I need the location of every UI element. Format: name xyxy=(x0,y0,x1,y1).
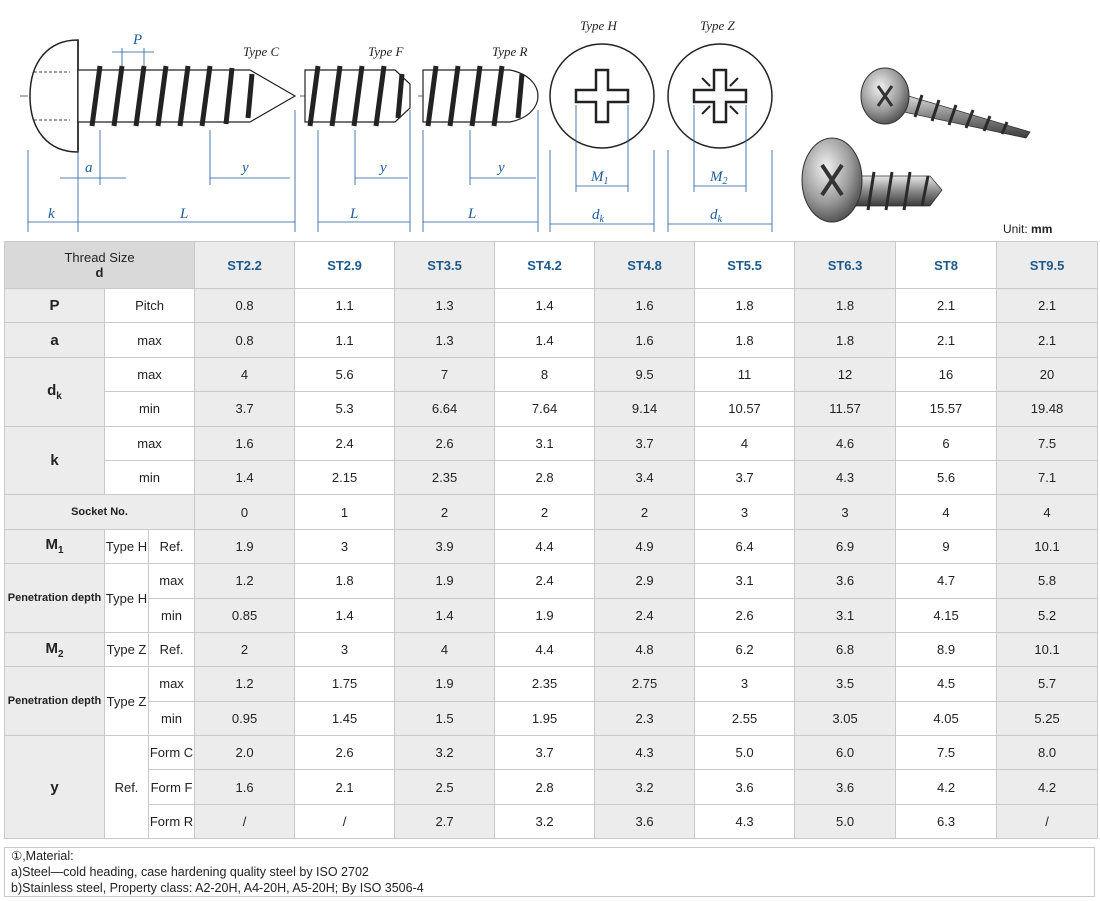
value-cell: 2.7 xyxy=(395,804,495,838)
value-cell: 1.4 xyxy=(495,323,595,357)
value-cell: 9.5 xyxy=(595,357,695,391)
value-cell: 6 xyxy=(896,426,997,460)
value-cell: 3.2 xyxy=(395,736,495,770)
value-cell: 2.1 xyxy=(997,323,1098,357)
value-cell: 1.5 xyxy=(395,701,495,735)
value-cell: 2.35 xyxy=(495,667,595,701)
value-cell: 1.9 xyxy=(195,529,295,563)
row-sublabel: max xyxy=(149,564,195,598)
value-cell: 5.7 xyxy=(997,667,1098,701)
value-cell: 4.2 xyxy=(997,770,1098,804)
label-dk-h: $d_k$ xyxy=(592,207,604,225)
label-type-f: Type F xyxy=(368,44,404,59)
value-cell: 1.6 xyxy=(595,323,695,357)
size-header: ST6.3 xyxy=(795,242,896,289)
value-cell: 0.95 xyxy=(195,701,295,735)
value-cell: 3.6 xyxy=(595,804,695,838)
row-k-max xyxy=(5,426,1098,460)
value-cell: 0.8 xyxy=(195,289,295,323)
value-cell: 1.3 xyxy=(395,289,495,323)
value-cell: 2.8 xyxy=(495,770,595,804)
value-cell: 3.05 xyxy=(795,701,896,735)
label-dk-z: $d_k$ xyxy=(710,207,722,225)
row-sublabel: min xyxy=(149,598,195,632)
value-cell: 1.1 xyxy=(295,289,395,323)
value-cell: 4.7 xyxy=(896,564,997,598)
label-type-h: Type H xyxy=(580,18,617,33)
value-cell: 4.3 xyxy=(595,736,695,770)
value-cell: 2.4 xyxy=(595,598,695,632)
value-cell: 3 xyxy=(295,529,395,563)
row-sublabel: Type H xyxy=(105,529,149,563)
value-cell: 3.6 xyxy=(695,770,795,804)
value-cell: 5.0 xyxy=(795,804,896,838)
label-y-f: y xyxy=(380,160,387,176)
value-cell: 2.5 xyxy=(395,770,495,804)
row-sublabel: Pitch xyxy=(105,289,195,323)
value-cell: 2.15 xyxy=(295,460,395,494)
value-cell: 5.0 xyxy=(695,736,795,770)
value-cell: 8.0 xyxy=(997,736,1098,770)
value-cell: 2.8 xyxy=(495,460,595,494)
value-cell: 1.6 xyxy=(195,426,295,460)
row-pitch xyxy=(5,289,1098,323)
row-sublabel: min xyxy=(105,392,195,426)
row-label-dk: $d_k$ xyxy=(5,357,105,426)
value-cell: 4 xyxy=(395,632,495,666)
notes-line: ①,Material: xyxy=(11,849,74,863)
value-cell: 1.4 xyxy=(295,598,395,632)
value-cell: 6.8 xyxy=(795,632,896,666)
notes-line: a)Steel—cold heading, case hardening quality steel by ISO 2702 xyxy=(11,865,369,879)
row-label: Penetration depth xyxy=(5,564,105,633)
size-header: ST3.5 xyxy=(395,242,495,289)
row-dk-min xyxy=(5,392,1098,426)
label-type-z: Type Z xyxy=(700,18,735,33)
value-cell: 1.4 xyxy=(395,598,495,632)
thread-size-header: Thread Size d xyxy=(5,242,195,289)
row-y-r xyxy=(5,804,1098,838)
row-sublabel: max xyxy=(149,667,195,701)
value-cell: 7.64 xyxy=(495,392,595,426)
value-cell: 1.6 xyxy=(195,770,295,804)
value-cell: 2.9 xyxy=(595,564,695,598)
value-cell: 3.7 xyxy=(195,392,295,426)
value-cell: 1 xyxy=(295,495,395,529)
value-cell: 2.4 xyxy=(295,426,395,460)
value-cell: 4.8 xyxy=(595,632,695,666)
value-cell: 3.4 xyxy=(595,460,695,494)
size-header: ST4.8 xyxy=(595,242,695,289)
value-cell: 12 xyxy=(795,357,896,391)
value-cell: 2 xyxy=(395,495,495,529)
value-cell: 1.95 xyxy=(495,701,595,735)
value-cell: 8.9 xyxy=(896,632,997,666)
value-cell: 4.3 xyxy=(695,804,795,838)
label-k: k xyxy=(48,206,55,222)
label-y-c: y xyxy=(242,160,249,176)
value-cell: 6.4 xyxy=(695,529,795,563)
label-m2: $M_2$ xyxy=(710,169,728,187)
value-cell: 5.25 xyxy=(997,701,1098,735)
value-cell: 7.1 xyxy=(997,460,1098,494)
drawing-svg xyxy=(0,0,1100,240)
value-cell: 2.6 xyxy=(395,426,495,460)
row-label: P xyxy=(5,289,105,323)
size-header: ST8 xyxy=(896,242,997,289)
value-cell: 1.8 xyxy=(795,323,896,357)
row-sublabel: Ref. xyxy=(105,736,149,839)
value-cell: 2.6 xyxy=(695,598,795,632)
value-cell: 3.1 xyxy=(495,426,595,460)
value-cell: 5.2 xyxy=(997,598,1098,632)
value-cell: 3.1 xyxy=(795,598,896,632)
row-pen-z-max xyxy=(5,667,1098,701)
value-cell: 1.45 xyxy=(295,701,395,735)
value-cell: 5.8 xyxy=(997,564,1098,598)
size-header: ST5.5 xyxy=(695,242,795,289)
row-label-m1: $M_1$ xyxy=(5,529,105,563)
value-cell: 3.5 xyxy=(795,667,896,701)
row-pen-h-min xyxy=(5,598,1098,632)
value-cell: 4.15 xyxy=(896,598,997,632)
value-cell: 5.6 xyxy=(295,357,395,391)
value-cell: 1.75 xyxy=(295,667,395,701)
row-sublabel: Form F xyxy=(149,770,195,804)
row-sublabel: Ref. xyxy=(149,632,195,666)
value-cell: 2 xyxy=(595,495,695,529)
value-cell: 4.9 xyxy=(595,529,695,563)
value-cell: 2 xyxy=(195,632,295,666)
row-y-c xyxy=(5,736,1098,770)
label-l-f: L xyxy=(350,206,359,222)
technical-drawing xyxy=(0,0,1100,240)
value-cell: 1.4 xyxy=(195,460,295,494)
value-cell: 3 xyxy=(695,495,795,529)
value-cell: 2.1 xyxy=(896,289,997,323)
value-cell: 8 xyxy=(495,357,595,391)
screw-photo-short xyxy=(802,138,942,222)
value-cell: 1.2 xyxy=(195,564,295,598)
screw-photo-long xyxy=(861,68,1030,138)
value-cell: 2.3 xyxy=(595,701,695,735)
value-cell: 10.1 xyxy=(997,529,1098,563)
row-sublabel: Type Z xyxy=(105,632,149,666)
value-cell: 11 xyxy=(695,357,795,391)
value-cell: 1.8 xyxy=(795,289,896,323)
value-cell: 4.4 xyxy=(495,632,595,666)
label-type-r: Type R xyxy=(492,44,528,59)
value-cell: 10.1 xyxy=(997,632,1098,666)
row-socket xyxy=(5,495,1098,529)
value-cell: 15.57 xyxy=(896,392,997,426)
value-cell: 3 xyxy=(695,667,795,701)
row-sublabel: Type H xyxy=(105,564,149,633)
value-cell: 3.6 xyxy=(795,564,896,598)
value-cell: 1.2 xyxy=(195,667,295,701)
row-sublabel: Type Z xyxy=(105,667,149,736)
row-sublabel: max xyxy=(105,323,195,357)
row-sublabel: max xyxy=(105,357,195,391)
value-cell: 4 xyxy=(695,426,795,460)
size-header: ST2.9 xyxy=(295,242,395,289)
value-cell: 1.9 xyxy=(395,667,495,701)
value-cell: 0.85 xyxy=(195,598,295,632)
value-cell: 3.7 xyxy=(695,460,795,494)
value-cell: 3.7 xyxy=(495,736,595,770)
row-label: Socket No. xyxy=(5,495,195,529)
value-cell: 6.3 xyxy=(896,804,997,838)
row-sublabel: max xyxy=(105,426,195,460)
value-cell: 5.3 xyxy=(295,392,395,426)
value-cell: 3.1 xyxy=(695,564,795,598)
row-m1 xyxy=(5,529,1098,563)
value-cell: 19.48 xyxy=(997,392,1098,426)
value-cell: 4.4 xyxy=(495,529,595,563)
value-cell: 20 xyxy=(997,357,1098,391)
row-sublabel: min xyxy=(105,460,195,494)
value-cell: 2.55 xyxy=(695,701,795,735)
value-cell: 2.1 xyxy=(997,289,1098,323)
value-cell: 1.6 xyxy=(595,289,695,323)
row-sublabel: Ref. xyxy=(149,529,195,563)
size-header: ST9.5 xyxy=(997,242,1098,289)
value-cell: 2.4 xyxy=(495,564,595,598)
value-cell: 2.1 xyxy=(896,323,997,357)
value-cell: / xyxy=(997,804,1098,838)
value-cell: 3 xyxy=(795,495,896,529)
value-cell: 4.5 xyxy=(896,667,997,701)
value-cell: 4 xyxy=(195,357,295,391)
value-cell: 1.9 xyxy=(395,564,495,598)
spec-table xyxy=(4,241,1098,839)
value-cell: 3.2 xyxy=(595,770,695,804)
value-cell: 2.75 xyxy=(595,667,695,701)
value-cell: 0.8 xyxy=(195,323,295,357)
row-label-m2: $M_2$ xyxy=(5,632,105,666)
value-cell: 6.9 xyxy=(795,529,896,563)
row-pen-z-min xyxy=(5,701,1098,735)
notes-line: b)Stainless steel, Property class: A2-20H, A4-20H, A5-20H; By ISO 3506-4 xyxy=(11,881,424,895)
label-l-r: L xyxy=(468,206,477,222)
label-l-c: L xyxy=(180,206,189,222)
header-row xyxy=(5,242,1098,289)
value-cell: 1.1 xyxy=(295,323,395,357)
value-cell: 3.9 xyxy=(395,529,495,563)
value-cell: 2.1 xyxy=(295,770,395,804)
value-cell: 1.8 xyxy=(695,323,795,357)
label-a: a xyxy=(85,160,93,176)
row-m2 xyxy=(5,632,1098,666)
value-cell: 6.0 xyxy=(795,736,896,770)
value-cell: 3.7 xyxy=(595,426,695,460)
row-sublabel: Form C xyxy=(149,736,195,770)
value-cell: 11.57 xyxy=(795,392,896,426)
row-label: k xyxy=(5,426,105,495)
row-dk-max xyxy=(5,357,1098,391)
value-cell: 6.64 xyxy=(395,392,495,426)
value-cell: 2.0 xyxy=(195,736,295,770)
value-cell: 2 xyxy=(495,495,595,529)
row-y-f xyxy=(5,770,1098,804)
row-pen-h-max xyxy=(5,564,1098,598)
dimension-lines xyxy=(28,110,538,232)
material-notes xyxy=(4,847,1095,897)
value-cell: 0 xyxy=(195,495,295,529)
label-y-r: y xyxy=(498,160,505,176)
label-m1: $M_1$ xyxy=(591,169,609,187)
row-label: Penetration depth xyxy=(5,667,105,736)
label-type-c: Type C xyxy=(243,44,280,59)
screw-head-shape xyxy=(30,40,78,152)
value-cell: 9.14 xyxy=(595,392,695,426)
value-cell: 2.6 xyxy=(295,736,395,770)
value-cell: 1.4 xyxy=(495,289,595,323)
value-cell: 10.57 xyxy=(695,392,795,426)
value-cell: 9 xyxy=(896,529,997,563)
row-sublabel: Form R xyxy=(149,804,195,838)
value-cell: 5.6 xyxy=(896,460,997,494)
value-cell: 4.2 xyxy=(896,770,997,804)
value-cell: 4 xyxy=(997,495,1098,529)
value-cell: 4.05 xyxy=(896,701,997,735)
value-cell: 16 xyxy=(896,357,997,391)
value-cell: 1.8 xyxy=(695,289,795,323)
value-cell: 7.5 xyxy=(997,426,1098,460)
value-cell: 3 xyxy=(295,632,395,666)
row-sublabel: min xyxy=(149,701,195,735)
value-cell: 3.2 xyxy=(495,804,595,838)
size-header: ST4.2 xyxy=(495,242,595,289)
row-label: a xyxy=(5,323,105,357)
value-cell: 1.8 xyxy=(295,564,395,598)
value-cell: / xyxy=(195,804,295,838)
value-cell: / xyxy=(295,804,395,838)
value-cell: 4 xyxy=(896,495,997,529)
unit-label: Unit: mm xyxy=(1003,222,1053,236)
value-cell: 2.35 xyxy=(395,460,495,494)
value-cell: 1.9 xyxy=(495,598,595,632)
row-k-min xyxy=(5,460,1098,494)
size-header: ST2.2 xyxy=(195,242,295,289)
value-cell: 6.2 xyxy=(695,632,795,666)
value-cell: 4.3 xyxy=(795,460,896,494)
value-cell: 1.3 xyxy=(395,323,495,357)
value-cell: 7.5 xyxy=(896,736,997,770)
value-cell: 3.6 xyxy=(795,770,896,804)
row-label: y xyxy=(5,736,105,839)
value-cell: 7 xyxy=(395,357,495,391)
label-p: P xyxy=(133,32,143,48)
value-cell: 4.6 xyxy=(795,426,896,460)
row-a-max xyxy=(5,323,1098,357)
